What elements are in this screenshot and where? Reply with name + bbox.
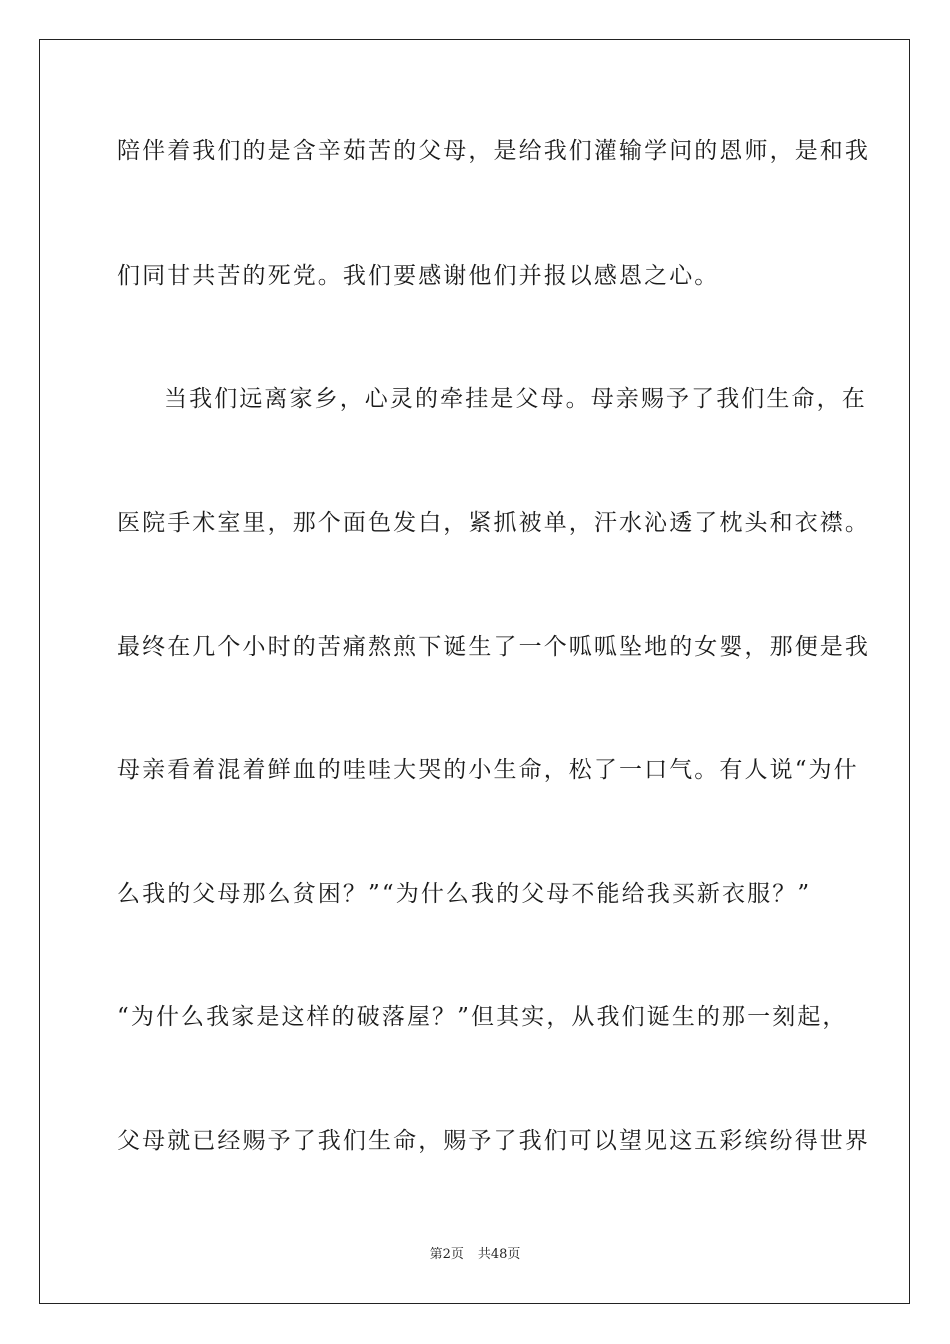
body-text-line: 么我的父母那么贫困？”“为什么我的父母不能给我买新衣服？”	[117, 881, 812, 907]
body-text-line: 最终在几个小时的苦痛熬煎下诞生了一个呱呱坠地的女婴，那便是我	[117, 634, 870, 660]
body-text-line: 父母就已经赐予了我们生命，赐予了我们可以望见这五彩缤纷得世界	[117, 1128, 870, 1154]
body-text-line: 母亲看着混着鲜血的哇哇大哭的小生命，松了一口气。有人说“为什	[117, 757, 859, 783]
paragraph-first-line: 当我们远离家乡，心灵的牵挂是父母。母亲赐予了我们生命，在	[164, 386, 867, 412]
body-text-line: 们同甘共苦的死党。我们要感谢他们并报以感恩之心。	[117, 263, 720, 289]
page-footer	[0, 1247, 950, 1263]
body-text-line: “为什么我家是这样的破落屋？”但其实，从我们诞生的那一刻起，	[117, 1004, 848, 1030]
page-border	[39, 39, 910, 1304]
page-number: 第2页	[429, 1247, 464, 1262]
body-text-line: 陪伴着我们的是含辛茹苦的父母，是给我们灌输学问的恩师，是和我	[117, 138, 870, 164]
page-total: 共48页	[477, 1247, 521, 1262]
body-text-line: 医院手术室里，那个面色发白，紧抓被单，汗水沁透了枕头和衣襟。	[117, 510, 870, 536]
